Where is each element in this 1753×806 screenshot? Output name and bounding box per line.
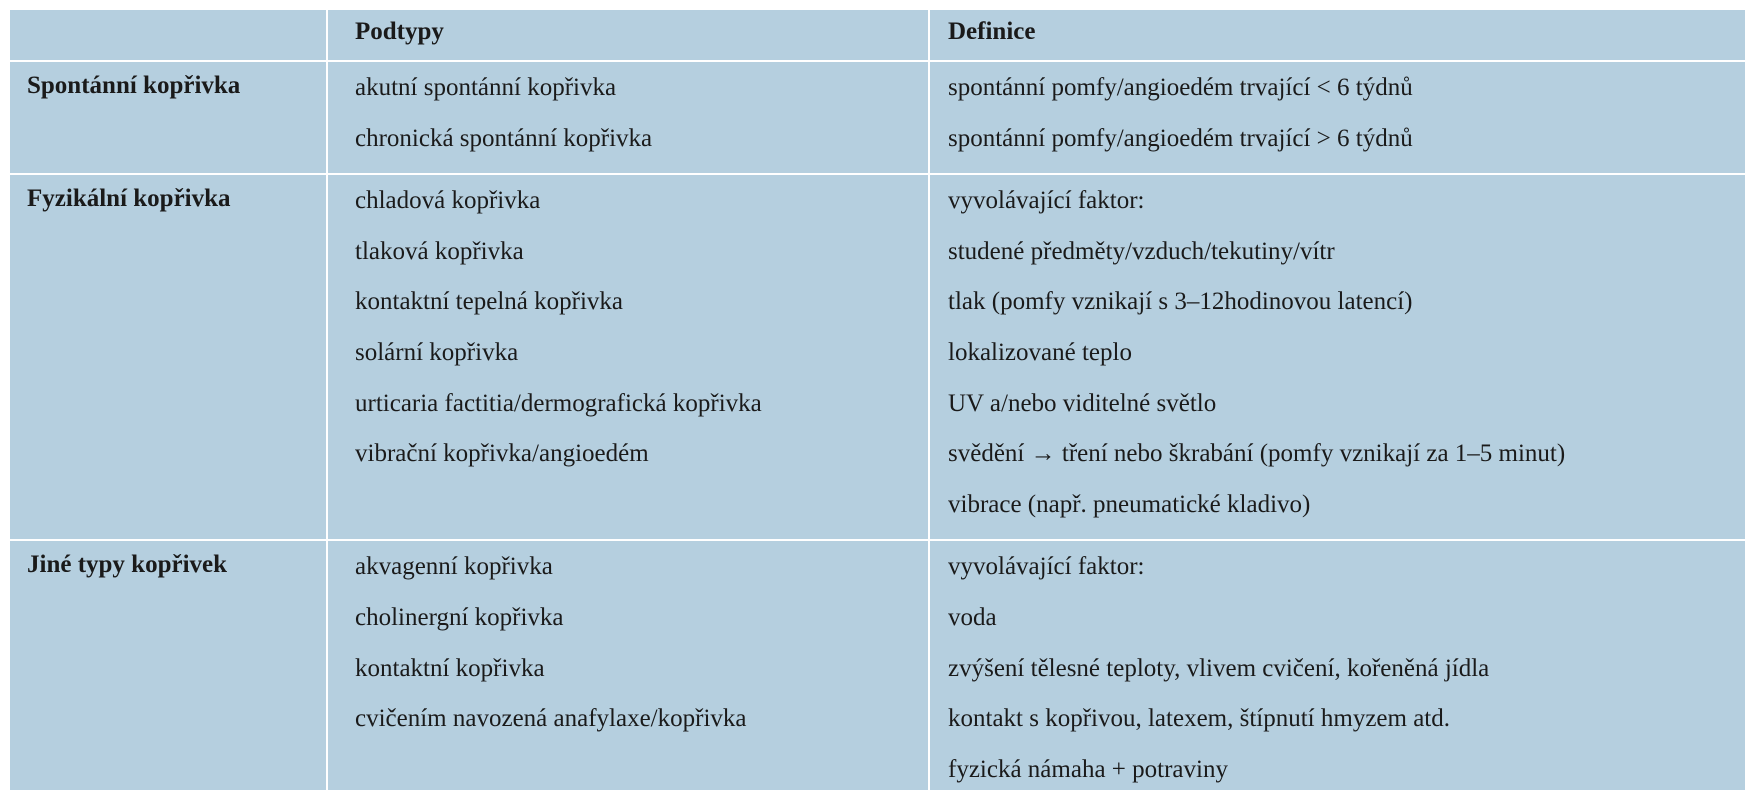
- header-row: [9, 9, 1746, 61]
- definitions-cell: [929, 174, 1746, 540]
- definitions-cell: [929, 540, 1746, 805]
- definition-item: fyzická námaha + potraviny: [948, 755, 1228, 783]
- group-name: Fyzikální kopřivka: [9, 174, 327, 540]
- definition-item: vibrace (např. pneumatické kladivo): [948, 490, 1311, 518]
- subtype-item: solární kopřivka: [355, 338, 519, 366]
- definition-item: voda: [948, 603, 997, 631]
- subtype-item: urticaria factitia/dermografická kopřivka: [355, 389, 762, 417]
- subtype-item: vibrační kopřivka/angioedém: [355, 440, 649, 468]
- group-name: Spontánní kopřivka: [9, 61, 327, 174]
- subtypes-cell: [327, 61, 929, 174]
- definition-item: spontánní pomfy/angioedém trvající < 6 týdnů: [948, 74, 1413, 101]
- table-row-spontaneous: [9, 61, 1746, 174]
- definition-item: lokalizované teplo: [948, 338, 1132, 366]
- subtypes-cell: [327, 174, 929, 540]
- definition-item: studené předměty/vzduch/tekutiny/vítr: [948, 237, 1335, 265]
- definition-item: kontakt s kopřivou, latexem, štípnutí hmyzem atd.: [948, 705, 1451, 733]
- subtype-item: cvičením navozená anafylaxe/kopřivka: [355, 705, 747, 733]
- definition-item: tlak (pomfy vznikají s 3–12hodinovou latencí): [948, 288, 1413, 316]
- header-definitions: Definice: [929, 9, 1746, 61]
- urticaria-classification-table: [8, 8, 1747, 806]
- subtype-item: cholinergní kopřivka: [355, 603, 564, 631]
- urticaria-classification-table-wrapper: [8, 8, 1745, 790]
- definition-item: UV a/nebo viditelné světlo: [948, 389, 1217, 417]
- subtype-item: akvagenní kopřivka: [355, 553, 553, 581]
- subtype-item: kontaktní kopřivka: [355, 654, 545, 682]
- header-group: [9, 9, 327, 61]
- table-row-physical: [9, 174, 1746, 540]
- table-row-other: [9, 540, 1746, 805]
- subtype-item: chronická spontánní kopřivka: [355, 124, 653, 152]
- definition-item: svědění → tření nebo škrabání (pomfy vznikají za 1–5 minut): [948, 440, 1566, 468]
- subtypes-cell: [327, 540, 929, 805]
- header-subtypes: Podtypy: [327, 9, 929, 61]
- subtype-item: tlaková kopřivka: [355, 237, 524, 265]
- group-name: Jiné typy kopřivek: [9, 540, 327, 805]
- definition-item: vyvolávající faktor:: [948, 553, 1145, 581]
- definition-item: spontánní pomfy/angioedém trvající > 6 týdnů: [948, 124, 1413, 152]
- subtype-item: chladová kopřivka: [355, 187, 541, 215]
- subtype-item: kontaktní tepelná kopřivka: [355, 288, 623, 316]
- definition-item: vyvolávající faktor:: [948, 187, 1145, 215]
- definitions-cell: [929, 61, 1746, 174]
- definition-item: zvýšení tělesné teploty, vlivem cvičení, kořeněná jídla: [948, 654, 1490, 682]
- subtype-item: akutní spontánní kopřivka: [355, 74, 617, 101]
